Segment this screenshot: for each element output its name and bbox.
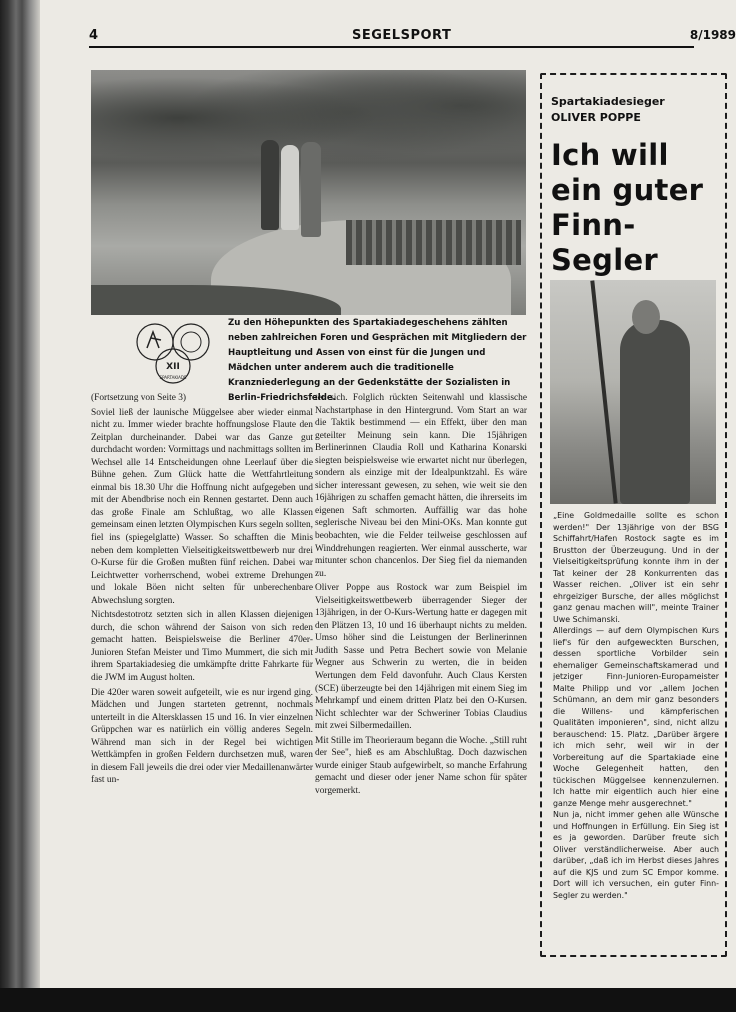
- photo-caption: Zu den Höhepunkten des Spartakiadegeschehens zählten neben zahlreichen Foren und Gesprächen mit Mitgliedern der Hauptleitung und Assen von einst für die Jungen und Mädchen unter anderem auch die traditionelle Kranzniederlegung an der Gedenkstätte der Sozialisten in Berlin-Friedrichsfelde.: [228, 318, 527, 403]
- sidebar-name: OLIVER POPPE: [551, 111, 641, 124]
- emblem-roman: XII: [166, 362, 180, 372]
- emblem-text: SPARTAKIADE: [159, 375, 187, 380]
- scan-edge: [0, 988, 736, 1012]
- header-rule: [89, 46, 694, 48]
- sidebar-paragraph: Nun ja, nicht immer gehen alle Wünsche und Hoffnungen in Erfüllung. Ein Sieg ist es ja geworden. Darüber freute sich Oliver verständlicherweise. Aber auch darüber, „daß ich im Herbst dieses Jahres auf die KJS und zum SC Empor komme. Dort will ich versuchen, ein guter Finn-Segler zu werden.": [553, 810, 719, 900]
- page-number: 4: [89, 28, 99, 43]
- sidebar-kicker-label: Spartakiadesieger: [551, 95, 665, 108]
- paragraph: Mit Stille im Theorieraum begann die Woche. „Still ruht der See", hieß es am Abschlußtag. Doch dazwischen wurde einiger Staub aufgewirbelt, so manche Erfahrung gemacht und dieser oder jener Name schon für später vorgemerkt.: [315, 735, 527, 796]
- oliver-poppe-photo: [550, 280, 716, 504]
- sidebar-paragraph: „Eine Goldmedaille sollte es schon werden!" Der 13jährige von der BSG Schiffahrt/Hafen Rostock sagte es im Brustton der Überzeugung. Und in der Vielseitigkeitsprüfung konnte ihm in der Tat keiner der 28 Konkurrenten das Wasser reichen. „Oliver ist ein sehr ehrgeiziger Bursche, der alles möglichst ganz genau machen will", meinte Trainer Uwe Schimanski.: [553, 511, 719, 624]
- paragraph: ter sich. Folglich rückten Seitenwahl und klassische Nachstartphase in den Hintergrund. Vom Start an war die Taktik bestimmend — ein Effekt, über den man geteilter Meinung sein kann. Die 15jährigen Berlinerinnen Claudia Roll und Katharina Konarski siegten beispielsweise wie erwartet nicht nur überlegen, sondern als einzige mit der Idealpunktzahl. Es wäre sicher interessant gewesen, zu sehen, wie weit sie den 16jährigen zu schaffen gemacht hätten, die ihrerseits im eigenen Saft schmorten. Auffällig war das hohe seglerische Niveau bei den Mini-OKs. Man konnte gut beobachten, wie die Felder teilweise geschlossen auf Winddrehungen reagierten. Wer einmal ausscherte, war mitunter schon chancenlos. Der Sieg fiel da niemanden zu.: [315, 393, 527, 579]
- issue-number: 8/1989: [689, 28, 736, 42]
- paragraph: Die 420er waren soweit aufgeteilt, wie es nur irgend ging. Mädchen und Jungen starteten getrennt, nochmals unterteilt in die Altersklassen 15 und 16. In vier einzelnen Grüppchen war es natürlich ein völlig anderes Segeln. Während man sich in der Regel bei wichtigen Wettkämpfen in großen Feldern durchsetzen muß, waren in diesem Fall jeweils die drei oder vier Medaillenanwärter fast un-: [91, 687, 313, 786]
- wreath-ceremony-photo: [91, 70, 526, 315]
- paragraph: Nichtsdestotrotz setzten sich in allen Klassen diejenigen durch, die schon während der Saison von sich reden gemacht hatten. Beispielsweise die Berliner 470er-Junioren Stefan Meister und Timo Mummert, die sich mit ihrem Spartakiadesieg die umkämpfte dritte Fahrkarte für die JWM im August holten.: [91, 610, 313, 684]
- sidebar-body: [553, 510, 719, 901]
- magazine-title: SEGELSPORT: [352, 28, 452, 43]
- article-column-1: [91, 392, 313, 789]
- paragraph: Oliver Poppe aus Rostock war zum Beispiel im Vielseitigkeitswettbewerb überragender Sieger der 13jährigen, in der O-Kurs-Wertung hatte er dagegen mit den Plätzen 13, 10 und 16 überhaupt nichts zu melden. Umso höher sind die Leistungen der Berlinerinnen Judith Sasse und Petra Bechert sowie von Melanie Wegner aus Schwerin zu werten, die in beiden Wertungen dem Feld davonfuhr. Auch Claus Kersten (SCE) überzeugte bei den 14jährigen mit einem Sieg im Mehrkampf und einem dritten Platz bei den O-Kursen. Nicht schlechter war der Schweriner Tobias Claudius mit zwei Silbermedaillen.: [315, 583, 527, 732]
- article-column-2: [315, 392, 527, 800]
- sidebar-headline: Ich will ein guter Finn-Segler: [551, 138, 704, 277]
- book-spine: [0, 0, 40, 1012]
- continued-note: (Fortsetzung von Seite 3): [91, 393, 187, 403]
- spartakiade-emblem: [133, 318, 221, 388]
- sidebar-paragraph: Allerdings — auf dem Olympischen Kurs lief's für den aufgeweckten Burschen, dessen sportliche Vorbilder sein ehemaliger Gemeinschaftskamerad und jetziger Finn-Junioren-Europameister Malte Philipp und vor „allem Jochen Schümann, an dem mir ganz besonders die Willens- und kämpferischen Qualitäten imponieren", sind, nicht allzu berauschend: 15. Platz. „Darüber ärgere ich mich sehr, weil wir in der Vorbereitung auf die Spartakiade eine Woche Gelegenheit hatten, den tückischen Müggelsee kennenzulernen. Ich hatte mir eigentlich auch hier eine ganze Menge mehr ausgerechnet.": [553, 626, 719, 808]
- sidebar-kicker: [551, 94, 721, 126]
- paragraph: Soviel ließ der launische Müggelsee aber wieder einmal nicht zu. Immer wieder brachte hoffnungslose Flaute den Zeitplan durcheinander. Dabei war das Ganze gut durchdacht worden: Vormittags und nachmittags sollten im Wechsel alle 14 Entscheidungen ohne Leerlauf über die Bühne gehen. Zum Glück hatte die Wettfahrtleitung einmal bis 18.30 Uhr die Hoffnung nicht aufgegeben und mit der Abendbrise noch ein Rennen gestartet. Denn auch das große Finale am Schlußtag, wo alle Klassen gemeinsam einen letzten Olympischen Kurs segeln sollten, fiel ins (spiegelglatte) Wasser. So schafften die Minis neben dem kompletten Vielseitigkeitswettbewerb nur drei O-Kurse für die Großen mußten fünf reichen. Dabei war Leichtwetter vorherrschend, wobei extreme Drehungen und lokale Böen nicht selten für unberechenbare Abwechslung sorgten.: [91, 407, 313, 606]
